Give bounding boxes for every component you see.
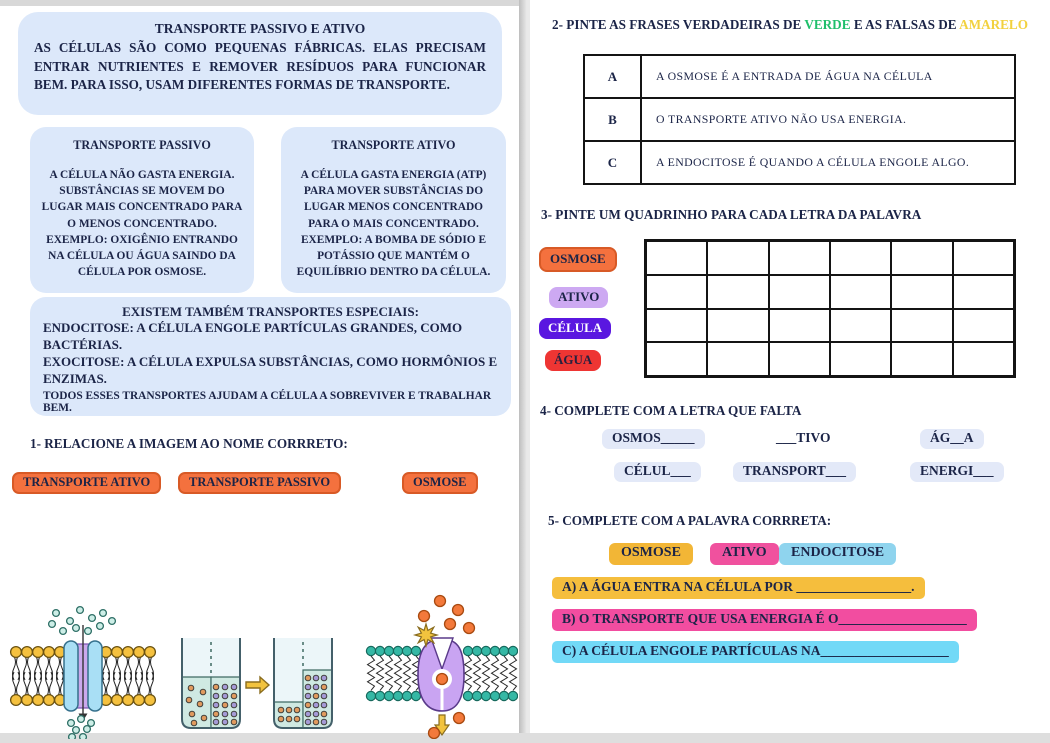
- fill-letter-osmose[interactable]: OSMOS_____: [602, 429, 705, 449]
- word-tag-osmose[interactable]: OSMOSE: [539, 247, 617, 272]
- endocitose-text: A CÉLULA ENGOLE PARTÍCULAS GRANDES, COMO BACTÉRIAS.: [43, 320, 463, 352]
- diagram-active-transport-pump[interactable]: [364, 589, 518, 739]
- q2-text-pre: 2- PINTE AS FRASES VERDADEIRAS DE: [552, 17, 805, 32]
- fill-letter-celula[interactable]: CÉLUL___: [614, 462, 701, 482]
- row-phrase[interactable]: A ENDOCITOSE É QUANDO A CÉLULA ENGOLE ALGO.: [641, 141, 1015, 184]
- passive-example-text: OXIGÊNIO ENTRANDO NA CÉLULA OU ÁGUA SAINDO DA CÉLULA POR OSMOSE.: [48, 233, 238, 279]
- grid-cell[interactable]: [953, 309, 1014, 343]
- match-tag-osmose[interactable]: OSMOSE: [402, 472, 478, 494]
- table-row[interactable]: [584, 55, 1015, 98]
- grid-cell[interactable]: [769, 275, 830, 309]
- endocitose-label: ENDOCITOSE:: [43, 320, 134, 335]
- word-tag-ativo[interactable]: ATIVO: [549, 287, 608, 308]
- grid-cell[interactable]: [646, 241, 707, 275]
- row-letter: C: [584, 141, 641, 184]
- bank-word-ativo[interactable]: ATIVO: [710, 543, 779, 565]
- special-line1: EXISTEM TAMBÉM TRANSPORTES ESPECIAIS:: [122, 304, 419, 319]
- grid-cell[interactable]: [707, 342, 768, 376]
- q2-word-amarelo: AMARELO: [959, 17, 1028, 32]
- grid-cell[interactable]: [953, 275, 1014, 309]
- page-right: [530, 0, 1050, 733]
- grid-cell[interactable]: [707, 309, 768, 343]
- exocitose-label: EXOCITOSE:: [43, 353, 125, 369]
- intro-body: AS CÉLULAS SÃO COMO PEQUENAS FÁBRICAS. ELAS PRECISAM ENTRAR NUTRIENTES E REMOVER RESÍDUOS PARA FUNCIONAR BEM. PARA ISSO, USAM DIFERENTES FORMAS DE TRANSPORTE.: [34, 40, 486, 93]
- grid-cell[interactable]: [891, 309, 952, 343]
- grid-cell[interactable]: [707, 275, 768, 309]
- true-false-table: [583, 54, 1016, 185]
- row-phrase[interactable]: A OSMOSE É A ENTRADA DE ÁGUA NA CÉLULA: [641, 55, 1015, 98]
- sentence-blank-b[interactable]: B) O TRANSPORTE QUE USA ENERGIA É O___________________: [552, 609, 977, 631]
- grid-cell[interactable]: [891, 275, 952, 309]
- diagram-passive-transport-channel[interactable]: [8, 597, 158, 739]
- sentence-blank-a[interactable]: A) A ÁGUA ENTRA NA CÉLULA POR _________________.: [552, 577, 925, 599]
- exocitose-text: A CÉLULA EXPULSA SUBSTÂNCIAS, COMO HORMÔNIOS E ENZIMAS.: [43, 353, 498, 386]
- word-tag-agua[interactable]: ÁGUA: [545, 350, 601, 371]
- intro-box: [18, 12, 502, 115]
- grid-cell[interactable]: [891, 241, 952, 275]
- question2-heading: [552, 17, 1028, 33]
- match-tag-transporte-ativo[interactable]: TRANSPORTE ATIVO: [12, 472, 161, 494]
- diagram-osmosis-beakers[interactable]: [176, 630, 342, 736]
- row-letter: A: [584, 55, 641, 98]
- question1-heading: 1- RELACIONE A IMAGEM AO NOME CORRRETO:: [30, 436, 348, 451]
- grid-cell[interactable]: [953, 241, 1014, 275]
- grid-cell[interactable]: [707, 241, 768, 275]
- table-row[interactable]: [584, 98, 1015, 141]
- table-row[interactable]: [584, 141, 1015, 184]
- grid-cell[interactable]: [769, 309, 830, 343]
- grid-cell[interactable]: [891, 342, 952, 376]
- grid-cell[interactable]: [769, 342, 830, 376]
- endocitose-line: [43, 320, 498, 354]
- fill-letter-agua[interactable]: ÁG__A: [920, 429, 984, 449]
- passive-example-label: EXEMPLO:: [46, 233, 108, 246]
- question5-heading: 5- COMPLETE COM A PALAVRA CORRRETA:: [548, 513, 832, 528]
- page-left: [0, 6, 519, 733]
- grid-cell[interactable]: [830, 342, 891, 376]
- active-box-title: TRANSPORTE ATIVO: [331, 138, 456, 152]
- fill-letter-transporte[interactable]: TRANSPORT___: [733, 462, 856, 482]
- passive-box-body: [39, 167, 245, 280]
- grid-cell[interactable]: [646, 309, 707, 343]
- passive-box-title: TRANSPORTE PASSIVO: [73, 138, 211, 152]
- grid-cell[interactable]: [830, 241, 891, 275]
- grid-cell[interactable]: [769, 241, 830, 275]
- letter-paint-grid: [644, 239, 1016, 378]
- exocitose-line: [43, 354, 498, 388]
- q2-word-verde: VERDE: [804, 17, 851, 32]
- fill-letter-energia[interactable]: ENERGI___: [910, 462, 1004, 482]
- special-footer: TODOS ESSES TRANSPORTES AJUDAM A CÉLULA A SOBREVIVER E TRABALHAR BEM.: [43, 389, 492, 414]
- grid-cell[interactable]: [830, 309, 891, 343]
- active-transport-box: [281, 127, 506, 293]
- sentence-blank-c[interactable]: C) A CÉLULA ENGOLE PARTÍCULAS NA___________________: [552, 641, 959, 663]
- bank-word-osmose[interactable]: OSMOSE: [609, 543, 693, 565]
- page-divider: [519, 0, 530, 743]
- row-letter: B: [584, 98, 641, 141]
- active-box-body: A CÉLULA GASTA ENERGIA (ATP) PARA MOVER SUBSTÂNCIAS DO LUGAR MENOS CONCENTRADO PARA O MAIS CONCENTRADO. EXEMPLO: A BOMBA DE SÓDIO E POTÁSSIO QUE MANTÉM O EQUILÍBRIO DENTRO DA CÉLULA.: [296, 169, 491, 279]
- grid-cell[interactable]: [646, 275, 707, 309]
- row-phrase[interactable]: O TRANSPORTE ATIVO NÃO USA ENERGIA.: [641, 98, 1015, 141]
- fill-letter-ativo[interactable]: ___TIVO: [776, 430, 831, 445]
- passive-body-text: A CÉLULA NÃO GASTA ENERGIA. SUBSTÂNCIAS SE MOVEM DO LUGAR MAIS CONCENTRADO PARA O MENOS CONCENTRADO.: [41, 169, 243, 230]
- grid-cell[interactable]: [830, 275, 891, 309]
- special-transports-box: [30, 297, 511, 416]
- intro-title: TRANSPORTE PASSIVO E ATIVO: [154, 21, 366, 36]
- match-tag-transporte-passivo[interactable]: TRANSPORTE PASSIVO: [178, 472, 341, 494]
- question3-heading: 3- PINTE UM QUADRINHO PARA CADA LETRA DA PALAVRA: [541, 207, 922, 222]
- q2-text-mid: E AS FALSAS DE: [850, 17, 960, 32]
- question4-heading: 4- COMPLETE COM A LETRA QUE FALTA: [540, 403, 802, 418]
- bank-word-endocitose[interactable]: ENDOCITOSE: [779, 543, 896, 565]
- word-tag-celula[interactable]: CÉLULA: [539, 318, 611, 339]
- passive-transport-box: [30, 127, 254, 293]
- grid-cell[interactable]: [646, 342, 707, 376]
- grid-cell[interactable]: [953, 342, 1014, 376]
